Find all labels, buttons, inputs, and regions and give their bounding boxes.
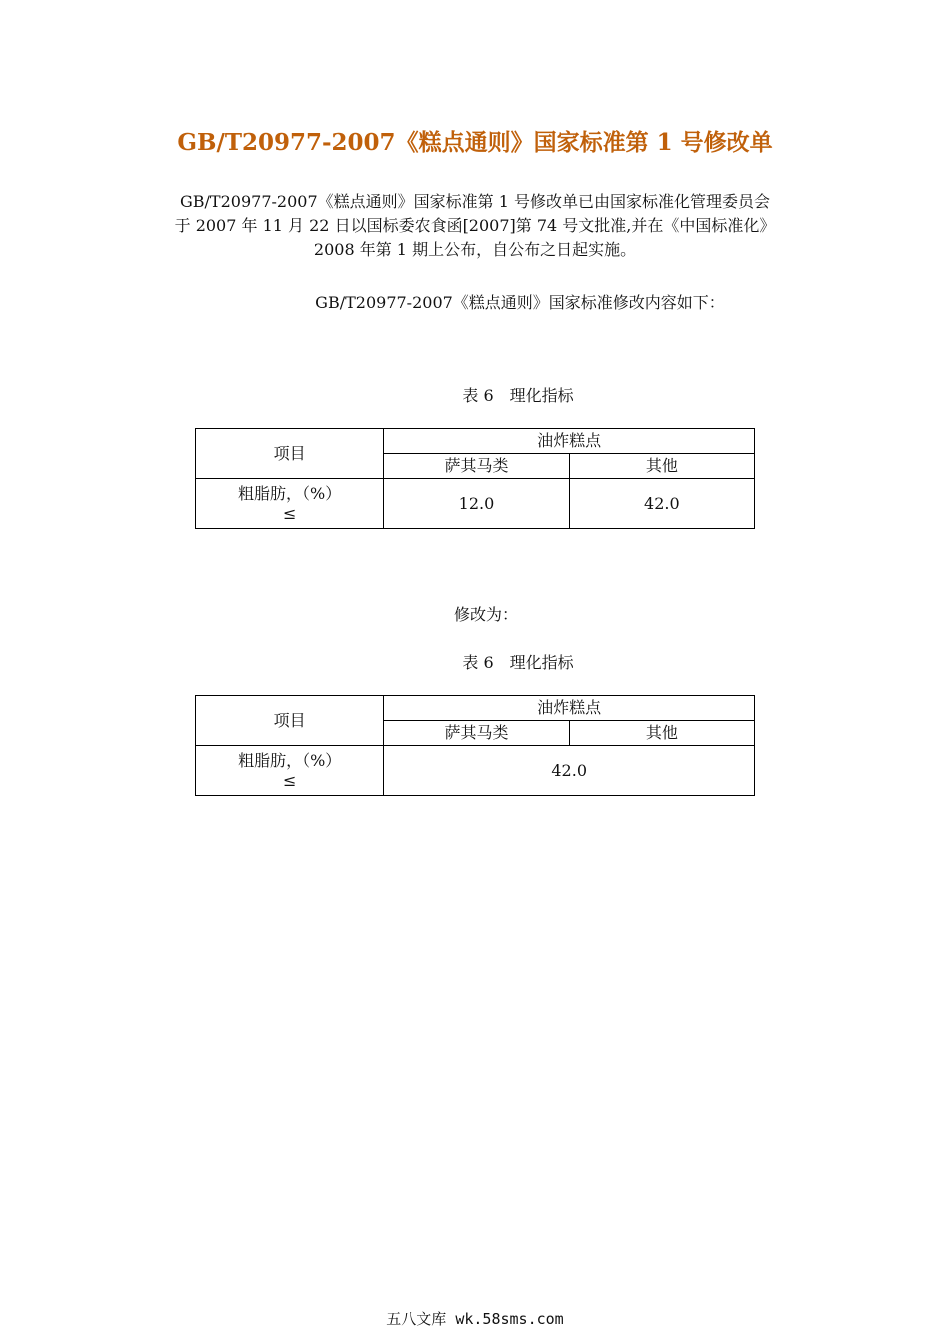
- intro-line: 于 2007 年 11 月 22 日以国标委农食函[2007]第 74 号文批准,并在《中国标准化》: [174, 216, 776, 235]
- table1-item-header: 项目: [196, 429, 384, 479]
- table1-sub-header-other: 其他: [569, 454, 754, 479]
- table2-group-header: 油炸糕点: [384, 696, 755, 721]
- table2-value-merged: 42.0: [384, 746, 755, 796]
- table1-value-other: 42.0: [569, 479, 754, 529]
- table2-row-label: [196, 746, 384, 796]
- footer-watermark: 五八文库 wk.58sms.com: [386, 1310, 564, 1328]
- table1-group-header: 油炸糕点: [384, 429, 755, 454]
- intro-line: GB/T20977-2007《糕点通则》国家标准第 1 号修改单已由国家标准化管理委员会: [180, 192, 770, 211]
- row-label-symbol: ≤: [282, 503, 297, 523]
- row-label-symbol: ≤: [282, 770, 297, 790]
- intro-line: 2008 年第 1 期上公布，自公布之日起实施。: [313, 240, 637, 259]
- table2-sub-header-other: 其他: [569, 721, 754, 746]
- table2-caption: 表 6 理化指标: [462, 653, 574, 672]
- table1-row-label: [196, 479, 384, 529]
- intro-paragraph: [140, 190, 810, 262]
- table2: [195, 695, 755, 796]
- table1-value-saqima: 12.0: [384, 479, 569, 529]
- row-label-text: 粗脂肪，（%）: [238, 483, 342, 503]
- table1: [195, 428, 755, 529]
- document-title: GB/T20977-2007《糕点通则》国家标准第 1 号修改单: [177, 129, 773, 156]
- table1-caption: 表 6 理化指标: [462, 386, 574, 405]
- table2-item-header: 项目: [196, 696, 384, 746]
- table1-sub-header-saqima: 萨其马类: [384, 454, 569, 479]
- row-label-text: 粗脂肪，（%）: [238, 750, 342, 770]
- lead-text: GB/T20977-2007《糕点通则》国家标准修改内容如下：: [315, 293, 725, 312]
- modify-label: 修改为：: [453, 605, 518, 624]
- table2-sub-header-saqima: 萨其马类: [384, 721, 569, 746]
